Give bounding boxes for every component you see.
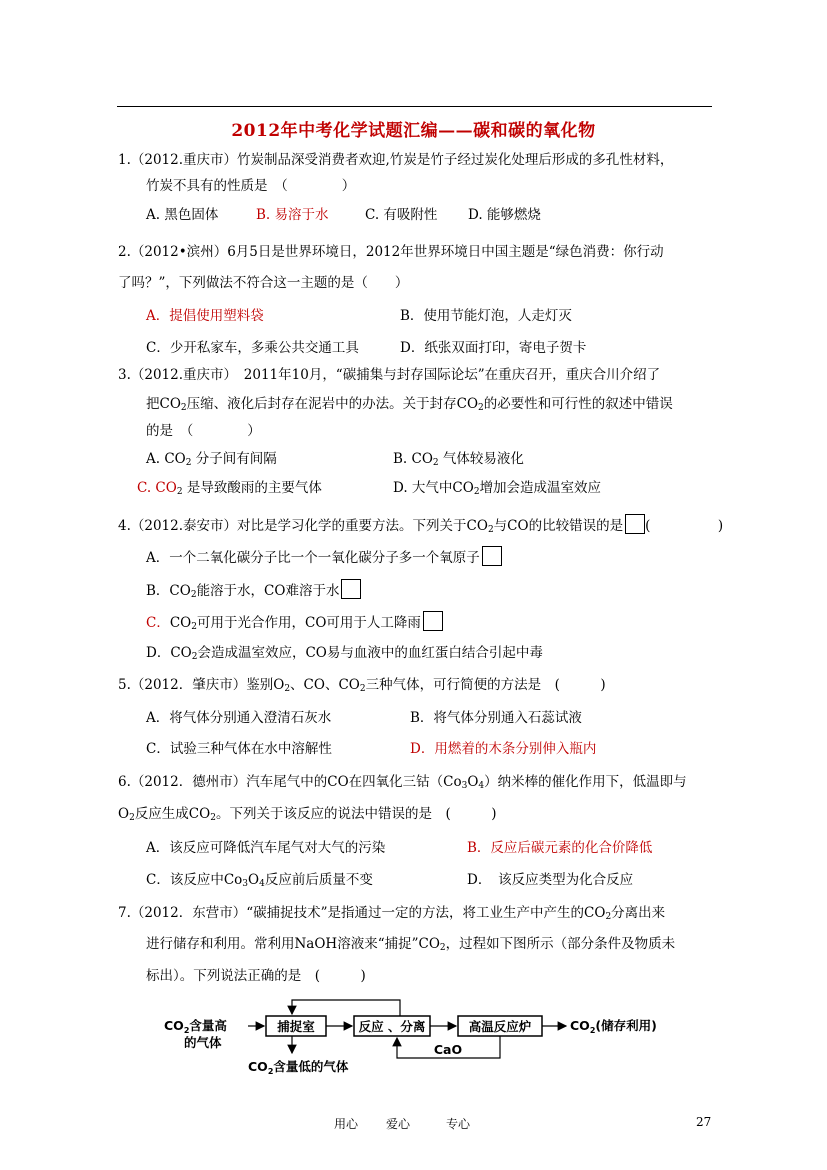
q6-option-d: D． 该反应类型为化合反应 [467, 872, 634, 888]
footer-motto-1: 用心 [334, 1117, 359, 1131]
q5-option-d: D．用燃着的木条分别伸入瓶内 [410, 741, 597, 757]
q3-stem-line1: 3.（2012.重庆市） 2011年10月，“碳捕集与封存国际论坛”在重庆召开，重庆合川介绍了 [118, 367, 661, 383]
q2-option-a: A．提倡使用塑料袋 [146, 308, 264, 324]
q3-stem-line3: 的是 （ ） [146, 423, 261, 439]
q1-option-c: C. 有吸附性 [365, 207, 438, 223]
reaction-separation-label: 反应 、分离 [358, 1019, 426, 1034]
q2-stem-line1: 2.（2012•滨州）6月5日是世界环境日，2012年世界环境日中国主题是“绿色消费：你行动 [118, 244, 664, 260]
input-gas-label-line2: 的气体 [184, 1035, 222, 1050]
document-title: 2012年中考化学试题汇编——碳和碳的氧化物 [231, 121, 596, 141]
q5-option-b: B．将气体分别通入石蕊试液 [410, 710, 582, 726]
q5-option-c: C．试验三种气体在水中溶解性 [146, 741, 332, 757]
cao-label: CaO [433, 1042, 463, 1057]
q6-stem-line2: $O_2$反应生成$CO_2$。下列关于该反应的说法中错误的是 ( ) [118, 806, 497, 823]
q3-option-c: C. $CO_2$ 是导致酸雨的主要气体 [137, 480, 322, 497]
q4-option-d: D．$CO_2$会造成温室效应，CO易与血液中的血红蛋白结合引起中毒 [146, 645, 543, 662]
q7-stem-line2: 进行储存和利用。常利用NaOH溶液来“捕捉$”CO_2$，过程如下图所示（部分条件及物质未 [146, 936, 676, 953]
q5-option-a: A．将气体分别通入澄清石灰水 [146, 710, 332, 726]
loop-reaction-to-capture [292, 1000, 400, 1016]
header-rule [117, 106, 712, 107]
q6-option-a: A．该反应可降低汽车尾气对大气的污染 [146, 840, 386, 856]
q4-stem-line1: 4.（2012.泰安市）对比是学习化学的重要方法。下列关于$CO_2$与CO的比较错误的是 ( ) [118, 514, 723, 535]
q4-option-a: A．一个二氧化碳分子比一个一氧化碳分子多一个氧原子 [146, 546, 502, 567]
output-label: $CO_2$(储存利用) [570, 1018, 657, 1035]
carbon-capture-flow-diagram [160, 995, 680, 1080]
q4-option-b: B．$CO_2$能溶于水，CO难溶于水 [146, 579, 361, 600]
page-number: 27 [696, 1115, 712, 1129]
q1-stem-line2: 竹炭不具有的性质是 （ ） [146, 178, 356, 194]
q1-stem-line1: 1.（2012.重庆市）竹炭制品深受消费者欢迎,竹炭是竹子经过炭化处理后形成的多孔性材料， [118, 152, 674, 168]
q5-stem-line1: 5.（2012．肇庆市）鉴别$O_2$、CO、$CO_2$三种气体，可行简便的方法是 ( ) [118, 677, 606, 694]
q1-option-d: D. 能够燃烧 [468, 207, 541, 223]
q2-option-b: B．使用节能灯泡，人走灯灭 [400, 308, 572, 324]
q1-option-b: B. 易溶于水 [256, 207, 329, 223]
q6-option-c: C．该反应中$Co_3O_4$反应前后质量不变 [146, 872, 373, 889]
answer-box [625, 514, 645, 534]
capture-chamber-label: 捕捉室 [277, 1019, 315, 1034]
q3-option-a: A. $CO_2$ 分子间有间隔 [146, 451, 277, 468]
q2-stem-line2: 了吗？”，下列做法不符合这一主题的是（ ） [118, 275, 409, 291]
furnace-label: 高温反应炉 [468, 1019, 532, 1034]
q6-option-b: B．反应后碳元素的化合价降低 [467, 840, 653, 856]
answer-box [341, 579, 361, 599]
low-co2-gas-label: $CO_2$含量低的气体 [248, 1059, 349, 1076]
footer-motto-3: 专心 [446, 1117, 471, 1131]
q2-option-c: C．少开私家车，多乘公共交通工具 [146, 340, 359, 356]
q6-stem-line1: 6.（2012．德州市）汽车尾气中的CO在四氧化三钴$(Co_3O_4)$纳米棒的催化作用下，低温即与 [118, 774, 687, 791]
q4-option-c: C．$CO_2$可用于光合作用，CO可用于人工降雨 [146, 611, 443, 632]
q3-stem-line2: 把$CO_2$压缩、液化后封存在泥岩中的办法。关于封存$CO_2$的必要性和可行性的叙述中错误 [146, 396, 673, 413]
answer-box [482, 546, 502, 566]
answer-box [423, 611, 443, 631]
q2-option-d: D．纸张双面打印，寄电子贺卡 [400, 340, 587, 356]
footer-motto-2: 爱心 [386, 1117, 411, 1131]
q3-option-d: D. 大气中$CO_2$增加会造成温室效应 [393, 480, 602, 497]
q7-stem-line1: 7.（2012．东营市）“碳捕捉技术”是指通过一定的方法，将工业生产中产生的$CO_2$分离出来 [118, 905, 666, 922]
q7-stem-line3: 标出）。下列说法正确的是 ( ) [146, 968, 366, 984]
q1-option-a: A. 黑色固体 [146, 207, 219, 223]
q3-option-b: B. $CO_2$ 气体较易液化 [393, 451, 524, 468]
input-gas-label-line1: $CO_2$含量高 [164, 1018, 227, 1035]
